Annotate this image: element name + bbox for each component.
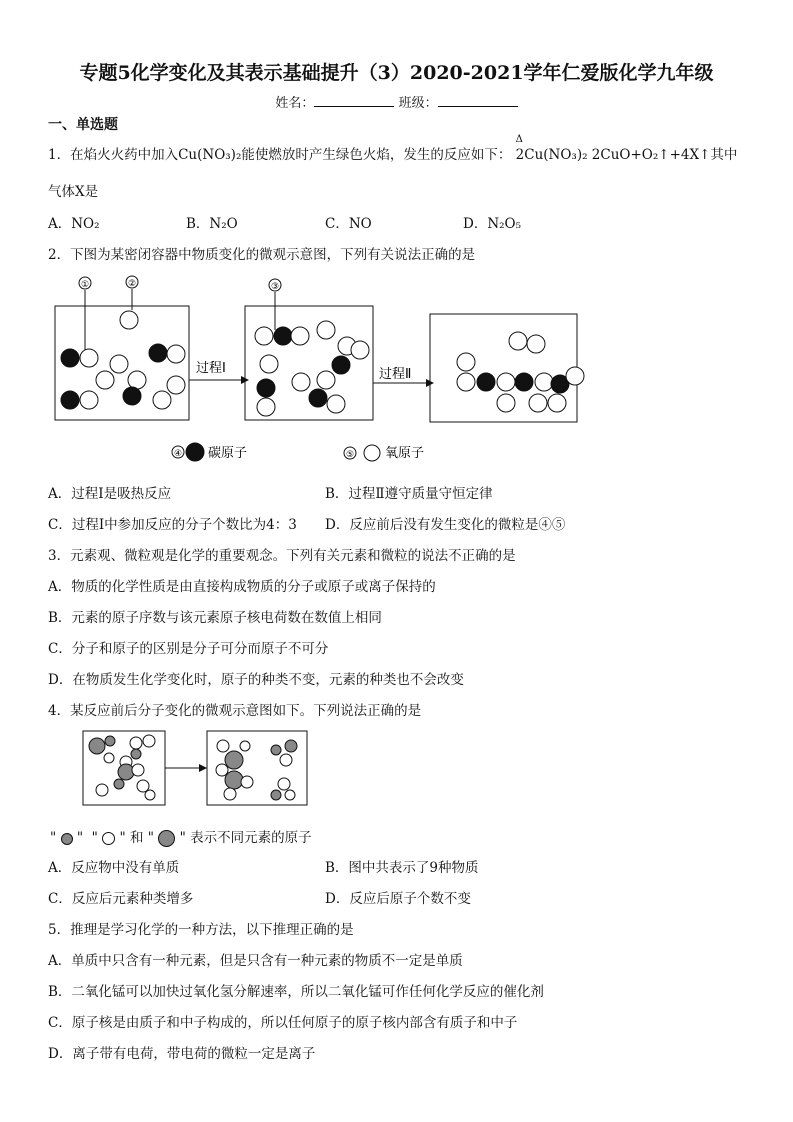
q1-option-a[interactable]: A．NO₂ xyxy=(48,216,100,232)
process-1-label: 过程Ⅰ xyxy=(196,361,226,376)
q3-option-a[interactable]: A．物质的化学性质是由直接构成物质的分子或原子或离子保持的 xyxy=(48,579,436,595)
name-label: 姓名： xyxy=(275,96,315,111)
legend-oxygen-num: ⑤ xyxy=(346,450,355,460)
q1-equation: Δ 2Cu(NO₃)₂ 2CuO+O₂↑+4X↑其中 xyxy=(515,134,738,163)
q4-option-c[interactable]: C．反应后元素种类增多 xyxy=(48,891,194,907)
q4-legend-quote-5: " xyxy=(147,830,154,846)
q4-legend-quote-1: " xyxy=(50,830,57,846)
class-label: 班级： xyxy=(398,96,438,111)
q3-option-c[interactable]: C．分子和原子的区别是分子可分而原子不可分 xyxy=(48,641,329,657)
name-class-line xyxy=(0,92,793,111)
q4-option-b[interactable]: B．图中共表示了9种物质 xyxy=(325,860,479,876)
q2-option-d[interactable]: D．反应前后没有发生变化的微粒是④⑤ xyxy=(325,517,566,533)
class-blank[interactable] xyxy=(438,94,518,107)
q4-legend-quote-3: " xyxy=(91,830,98,846)
q4-legend-quote-2: " xyxy=(76,830,84,846)
q1-stem: 1．在焰火火药中加入Cu(NO₃)₂能使燃放时产生绿色火焰，发生的反应如下： xyxy=(48,147,512,163)
q3-option-b[interactable]: B．元素的原子序数与该元素原子核电荷数在数值上相同 xyxy=(48,610,382,626)
q5-option-c[interactable]: C．原子核是由质子和中子构成的，所以任何原子的原子核内部含有质子和中子 xyxy=(48,1015,518,1031)
q2-stem: 2．下图为某密闭容器中物质变化的微观示意图，下列有关说法正确的是 xyxy=(48,247,476,263)
small-gray-atom-icon xyxy=(61,833,73,845)
q2-diagram xyxy=(50,272,590,472)
q1-stem-cont: 气体X是 xyxy=(48,184,99,200)
q4-diagram xyxy=(80,728,320,810)
q1-stem-line xyxy=(48,134,738,163)
q1-option-d[interactable]: D．N₂O₅ xyxy=(463,216,522,232)
legend-carbon-label: 碳原子 xyxy=(208,446,248,461)
marker-1: ① xyxy=(81,280,90,290)
q2-option-c[interactable]: C．过程Ⅰ中参加反应的分子个数比为4：3 xyxy=(48,517,297,533)
q4-legend-text: 表示不同元素的原子 xyxy=(190,830,312,846)
q4-legend-and: 和 xyxy=(129,830,144,846)
marker-2: ② xyxy=(128,279,137,289)
q1-option-c[interactable]: C．NO xyxy=(325,216,372,232)
q3-stem: 3．元素观、微粒观是化学的重要观念。下列有关元素和微粒的说法不正确的是 xyxy=(48,548,516,564)
q1-delta: Δ xyxy=(515,134,523,145)
marker-3: ③ xyxy=(271,282,280,292)
white-atom-icon xyxy=(102,832,115,845)
q1-option-b[interactable]: B．N₂O xyxy=(186,216,238,232)
page-title: 专题5化学变化及其表示基础提升（3）2020-2021学年仁爱版化学九年级 xyxy=(79,62,714,84)
q4-legend-quote-6: " xyxy=(179,830,186,846)
process-2-label: 过程Ⅱ xyxy=(379,367,412,382)
q4-legend-quote-4: " xyxy=(119,830,126,846)
name-blank[interactable] xyxy=(314,94,394,107)
q3-option-d[interactable]: D．在物质发生化学变化时，原子的种类不变，元素的种类也不会改变 xyxy=(48,672,464,688)
q2-option-b[interactable]: B．过程Ⅱ遵守质量守恒定律 xyxy=(325,486,493,502)
q4-stem: 4．某反应前后分子变化的微观示意图如下。下列说法正确的是 xyxy=(48,703,422,719)
q5-option-b[interactable]: B．二氧化锰可以加快过氧化氢分解速率，所以二氧化锰可作任何化学反应的催化剂 xyxy=(48,984,544,1000)
q5-stem: 5．推理是学习化学的一种方法，以下推理正确的是 xyxy=(48,922,354,938)
q5-option-a[interactable]: A．单质中只含有一种元素，但是只含有一种元素的物质不一定是单质 xyxy=(48,953,463,969)
q2-option-a[interactable]: A．过程Ⅰ是吸热反应 xyxy=(48,486,172,502)
q5-option-d[interactable]: D．离子带有电荷，带电荷的微粒一定是离子 xyxy=(48,1046,316,1062)
legend-oxygen-label: 氧原子 xyxy=(385,446,425,461)
large-gray-atom-icon xyxy=(158,830,175,847)
legend-carbon-num: ④ xyxy=(174,449,183,459)
q4-legend xyxy=(50,826,312,847)
q4-option-a[interactable]: A．反应物中没有单质 xyxy=(48,860,180,876)
q4-option-d[interactable]: D．反应后原子个数不变 xyxy=(325,891,471,907)
section-heading: 一、单选题 xyxy=(48,117,118,133)
